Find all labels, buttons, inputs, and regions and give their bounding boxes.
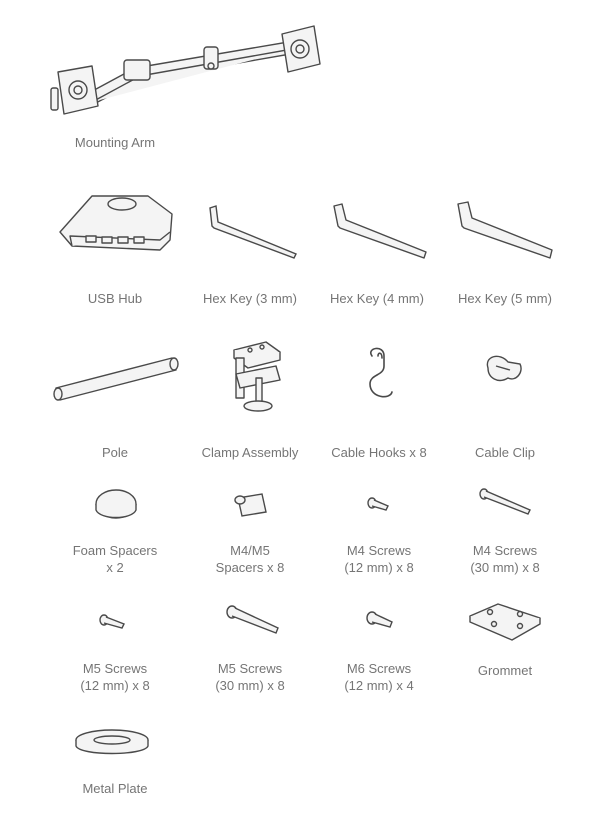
pole-label: Pole <box>101 445 129 460</box>
clamp-assembly-label: Clamp Assembly <box>201 445 299 460</box>
hex-key-3-label: Hex Key (3 mm) <box>203 291 297 306</box>
grommet-label: Grommet <box>477 663 533 678</box>
m4-screws-12-label: M4 Screws (12 mm) x 8 <box>344 543 414 575</box>
hex-key-4-label: Hex Key (4 mm) <box>330 291 424 306</box>
m5-screws-30-label: M5 Screws (30 mm) x 8 <box>215 661 285 693</box>
m6-screws-12-label: M6 Screws (12 mm) x 4 <box>344 661 414 693</box>
mounting-arm-label: Mounting Arm <box>74 135 156 150</box>
m5-screws-12-label: M5 Screws (12 mm) x 8 <box>80 661 150 693</box>
m4m5-spacers-label: M4/M5 Spacers x 8 <box>215 543 285 575</box>
usb-hub-label: USB Hub <box>87 291 143 306</box>
metal-plate-label: Metal Plate <box>82 781 148 796</box>
foam-spacers-label: Foam Spacers x 2 <box>72 543 158 575</box>
hex-key-5-label: Hex Key (5 mm) <box>458 291 552 306</box>
m4-screws-30-label: M4 Screws (30 mm) x 8 <box>470 543 540 575</box>
cable-hooks-label: Cable Hooks x 8 <box>331 445 427 460</box>
cable-clip-label: Cable Clip <box>475 445 535 460</box>
